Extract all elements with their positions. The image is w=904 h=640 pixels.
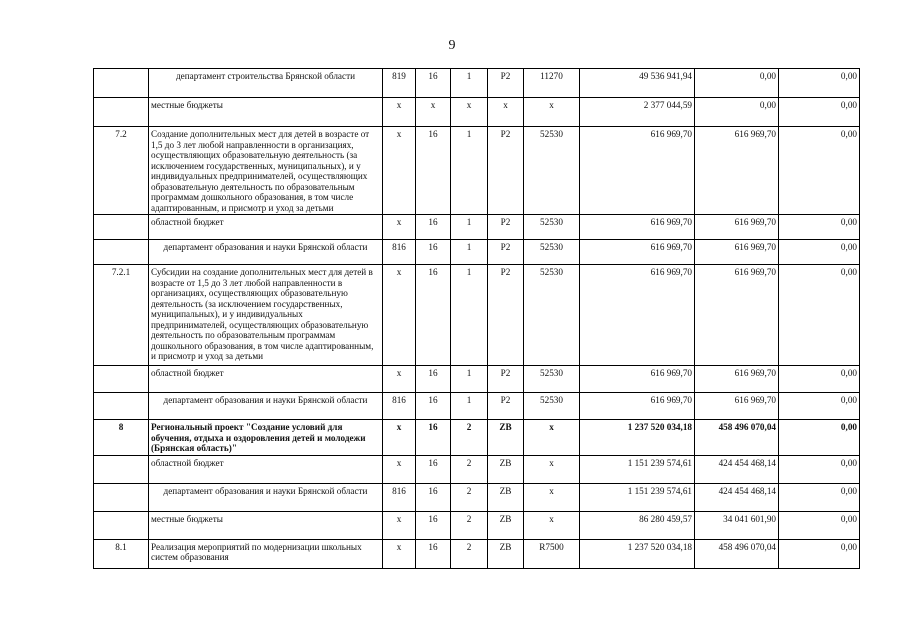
amount-total-cell: 1 151 239 574,61 bbox=[580, 483, 695, 511]
program-code-cell: 16 bbox=[416, 69, 451, 98]
program-code-cell: 16 bbox=[416, 539, 451, 568]
direction-code-cell: 52530 bbox=[524, 240, 580, 265]
main-event-code-cell: ZB bbox=[488, 511, 524, 539]
row-number-cell: 8.1 bbox=[94, 539, 149, 568]
amount-total-cell: 2 377 044,59 bbox=[580, 98, 695, 127]
amount-year2-cell: 616 969,70 bbox=[695, 215, 779, 240]
amount-year3-cell: 0,00 bbox=[779, 393, 860, 420]
description-cell: областной бюджет bbox=[149, 215, 383, 240]
program-code-cell: x bbox=[416, 98, 451, 127]
grbs-code-cell: 816 bbox=[383, 240, 416, 265]
subprogram-code-cell: 1 bbox=[451, 393, 488, 420]
amount-year2-cell: 34 041 601,90 bbox=[695, 511, 779, 539]
amount-total-cell: 86 280 459,57 bbox=[580, 511, 695, 539]
amount-year3-cell: 0,00 bbox=[779, 215, 860, 240]
subprogram-code-cell: 1 bbox=[451, 366, 488, 393]
description-cell: Субсидии на создание дополнительных мест для детей в возрасте от 1,5 до 3 лет любой направленности в организациях, осуществляющих образовательную деятельность (за исключением государственных, муниципальных), и у индивидуальных предпринимателей, осуществляющих образовательную деятельность по образовательным программам дошкольного образования, в том числе адаптированным, и присмотр и уход за детьми bbox=[149, 265, 383, 366]
grbs-code-cell: x bbox=[383, 127, 416, 215]
program-code-cell: 16 bbox=[416, 420, 451, 456]
amount-year2-cell: 616 969,70 bbox=[695, 265, 779, 366]
row-number-cell bbox=[94, 455, 149, 483]
amount-total-cell: 616 969,70 bbox=[580, 240, 695, 265]
direction-code-cell: x bbox=[524, 98, 580, 127]
amount-year2-cell: 616 969,70 bbox=[695, 127, 779, 215]
row-number-cell bbox=[94, 215, 149, 240]
amount-year2-cell: 458 496 070,04 bbox=[695, 420, 779, 456]
amount-total-cell: 616 969,70 bbox=[580, 366, 695, 393]
grbs-code-cell: x bbox=[383, 215, 416, 240]
subprogram-code-cell: 1 bbox=[451, 127, 488, 215]
program-code-cell: 16 bbox=[416, 366, 451, 393]
table-row bbox=[94, 127, 860, 215]
program-code-cell: 16 bbox=[416, 455, 451, 483]
amount-year2-cell: 616 969,70 bbox=[695, 240, 779, 265]
row-number-cell bbox=[94, 240, 149, 265]
row-number-cell bbox=[94, 69, 149, 98]
direction-code-cell: 52530 bbox=[524, 215, 580, 240]
direction-code-cell: x bbox=[524, 455, 580, 483]
subprogram-code-cell: 2 bbox=[451, 483, 488, 511]
amount-total-cell: 1 237 520 034,18 bbox=[580, 420, 695, 456]
amount-year3-cell: 0,00 bbox=[779, 127, 860, 215]
direction-code-cell: 52530 bbox=[524, 127, 580, 215]
description-cell: департамент образования и науки Брянской области bbox=[149, 393, 383, 420]
subprogram-code-cell: 2 bbox=[451, 539, 488, 568]
subprogram-code-cell: 2 bbox=[451, 511, 488, 539]
row-number-cell: 8 bbox=[94, 420, 149, 456]
amount-year2-cell: 616 969,70 bbox=[695, 393, 779, 420]
description-cell: областной бюджет bbox=[149, 455, 383, 483]
direction-code-cell: R7500 bbox=[524, 539, 580, 568]
table-row bbox=[94, 483, 860, 511]
subprogram-code-cell: 1 bbox=[451, 69, 488, 98]
table-row bbox=[94, 393, 860, 420]
row-number-cell bbox=[94, 393, 149, 420]
program-code-cell: 16 bbox=[416, 127, 451, 215]
amount-year2-cell: 458 496 070,04 bbox=[695, 539, 779, 568]
amount-year2-cell: 0,00 bbox=[695, 69, 779, 98]
main-event-code-cell: P2 bbox=[488, 69, 524, 98]
amount-year3-cell: 0,00 bbox=[779, 511, 860, 539]
amount-total-cell: 616 969,70 bbox=[580, 393, 695, 420]
program-code-cell: 16 bbox=[416, 215, 451, 240]
amount-year3-cell: 0,00 bbox=[779, 240, 860, 265]
amount-year2-cell: 616 969,70 bbox=[695, 366, 779, 393]
direction-code-cell: 52530 bbox=[524, 265, 580, 366]
table-row bbox=[94, 215, 860, 240]
budget-table bbox=[93, 68, 860, 569]
program-code-cell: 16 bbox=[416, 393, 451, 420]
description-cell: областной бюджет bbox=[149, 366, 383, 393]
grbs-code-cell: 816 bbox=[383, 393, 416, 420]
grbs-code-cell: 816 bbox=[383, 483, 416, 511]
main-event-code-cell: ZB bbox=[488, 455, 524, 483]
amount-year2-cell: 424 454 468,14 bbox=[695, 455, 779, 483]
description-cell: департамент строительства Брянской области bbox=[149, 69, 383, 98]
amount-year3-cell: 0,00 bbox=[779, 98, 860, 127]
grbs-code-cell: x bbox=[383, 420, 416, 456]
table-row bbox=[94, 511, 860, 539]
program-code-cell: 16 bbox=[416, 483, 451, 511]
grbs-code-cell: x bbox=[383, 511, 416, 539]
amount-total-cell: 1 237 520 034,18 bbox=[580, 539, 695, 568]
main-event-code-cell: P2 bbox=[488, 393, 524, 420]
direction-code-cell: 11270 bbox=[524, 69, 580, 98]
amount-year2-cell: 424 454 468,14 bbox=[695, 483, 779, 511]
subprogram-code-cell: 1 bbox=[451, 265, 488, 366]
table-row bbox=[94, 539, 860, 568]
main-event-code-cell: P2 bbox=[488, 215, 524, 240]
description-cell: Создание дополнительных мест для детей в возрасте от 1,5 до 3 лет любой направленности в организациях, осуществляющих образовательную деятельность (за исключением государственных, муниципальных), и у индивидуальных предпринимателей, осуществляющих образовательную деятельность по образовательным программам дошкольного образования, в том числе адаптированным, и присмотр и уход за детьми bbox=[149, 127, 383, 215]
table-row bbox=[94, 265, 860, 366]
program-code-cell: 16 bbox=[416, 240, 451, 265]
main-event-code-cell: ZB bbox=[488, 420, 524, 456]
subprogram-code-cell: 1 bbox=[451, 240, 488, 265]
amount-year2-cell: 0,00 bbox=[695, 98, 779, 127]
description-cell: местные бюджеты bbox=[149, 511, 383, 539]
table-row bbox=[94, 455, 860, 483]
table-row bbox=[94, 69, 860, 98]
grbs-code-cell: x bbox=[383, 98, 416, 127]
subprogram-code-cell: x bbox=[451, 98, 488, 127]
grbs-code-cell: x bbox=[383, 366, 416, 393]
program-code-cell: 16 bbox=[416, 265, 451, 366]
table-row bbox=[94, 98, 860, 127]
row-number-cell bbox=[94, 511, 149, 539]
subprogram-code-cell: 2 bbox=[451, 420, 488, 456]
row-number-cell: 7.2 bbox=[94, 127, 149, 215]
amount-year3-cell: 0,00 bbox=[779, 420, 860, 456]
direction-code-cell: 52530 bbox=[524, 366, 580, 393]
grbs-code-cell: x bbox=[383, 455, 416, 483]
table-row bbox=[94, 420, 860, 456]
main-event-code-cell: x bbox=[488, 98, 524, 127]
amount-total-cell: 616 969,70 bbox=[580, 265, 695, 366]
amount-year3-cell: 0,00 bbox=[779, 483, 860, 511]
direction-code-cell: x bbox=[524, 420, 580, 456]
main-event-code-cell: P2 bbox=[488, 127, 524, 215]
description-cell: Реализация мероприятий по модернизации школьных систем образования bbox=[149, 539, 383, 568]
amount-year3-cell: 0,00 bbox=[779, 265, 860, 366]
main-event-code-cell: ZB bbox=[488, 483, 524, 511]
program-code-cell: 16 bbox=[416, 511, 451, 539]
amount-total-cell: 616 969,70 bbox=[580, 127, 695, 215]
row-number-cell bbox=[94, 366, 149, 393]
description-cell: Региональный проект "Создание условий для обучения, отдыха и оздоровления детей и молодежи (Брянская область)" bbox=[149, 420, 383, 456]
subprogram-code-cell: 2 bbox=[451, 455, 488, 483]
description-cell: департамент образования и науки Брянской области bbox=[149, 240, 383, 265]
direction-code-cell: 52530 bbox=[524, 393, 580, 420]
description-cell: местные бюджеты bbox=[149, 98, 383, 127]
main-event-code-cell: P2 bbox=[488, 366, 524, 393]
row-number-cell: 7.2.1 bbox=[94, 265, 149, 366]
subprogram-code-cell: 1 bbox=[451, 215, 488, 240]
row-number-cell bbox=[94, 98, 149, 127]
table-row bbox=[94, 240, 860, 265]
page-number: 9 bbox=[448, 38, 456, 53]
amount-total-cell: 616 969,70 bbox=[580, 215, 695, 240]
main-event-code-cell: ZB bbox=[488, 539, 524, 568]
direction-code-cell: x bbox=[524, 511, 580, 539]
amount-total-cell: 49 536 941,94 bbox=[580, 69, 695, 98]
amount-year3-cell: 0,00 bbox=[779, 366, 860, 393]
table-row bbox=[94, 366, 860, 393]
amount-total-cell: 1 151 239 574,61 bbox=[580, 455, 695, 483]
main-event-code-cell: P2 bbox=[488, 240, 524, 265]
grbs-code-cell: 819 bbox=[383, 69, 416, 98]
description-cell: департамент образования и науки Брянской области bbox=[149, 483, 383, 511]
grbs-code-cell: x bbox=[383, 265, 416, 366]
direction-code-cell: x bbox=[524, 483, 580, 511]
amount-year3-cell: 0,00 bbox=[779, 455, 860, 483]
main-event-code-cell: P2 bbox=[488, 265, 524, 366]
grbs-code-cell: x bbox=[383, 539, 416, 568]
amount-year3-cell: 0,00 bbox=[779, 539, 860, 568]
row-number-cell bbox=[94, 483, 149, 511]
amount-year3-cell: 0,00 bbox=[779, 69, 860, 98]
